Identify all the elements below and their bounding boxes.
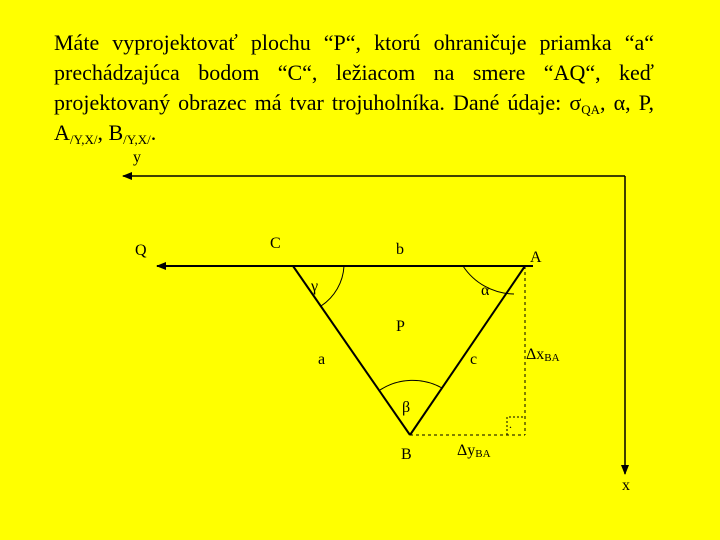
side-b-label: b (396, 241, 404, 258)
side-c-label: c (470, 351, 478, 368)
side-c-line (410, 266, 525, 435)
task-text-part-1: Máte vyprojektovať plochu “P“, ktorú ohraničuje priamka “a“ prechádzajúca bodom “C“, ležiacom na smere “AQ“, keď projektovaný obrazec má tvar trojuholníka. Dané údaje: σ (54, 30, 654, 115)
angle-beta-label: β (402, 399, 411, 416)
task-text-part-2: , α, P, A (54, 90, 654, 145)
point-q-label: Q (135, 242, 147, 259)
side-a-label: a (318, 351, 326, 368)
right-angle-dot: . (509, 417, 512, 431)
angle-gamma-arc (321, 266, 344, 306)
delta-y-label: ΔyBA (457, 442, 491, 460)
point-a-coordinates-subscript: /Y,X/ (69, 132, 98, 147)
angle-alpha-label: α (481, 282, 490, 299)
delta-x-label: ΔxBA (526, 346, 560, 364)
point-c-label: C (270, 235, 281, 252)
point-b-label: B (401, 446, 412, 463)
angle-beta-arc (380, 380, 442, 390)
sigma-subscript: QA (581, 102, 600, 117)
x-axis-label: x (622, 477, 630, 494)
point-a-label: A (530, 249, 542, 266)
y-axis-label: y (133, 149, 141, 166)
task-text-part-4: . (150, 120, 157, 145)
task-text-part-3: , B (97, 120, 124, 145)
point-b-coordinates-subscript: /Y,X/ (123, 132, 151, 147)
angle-gamma-label: γ (311, 278, 319, 295)
area-p-label: P (396, 318, 405, 335)
